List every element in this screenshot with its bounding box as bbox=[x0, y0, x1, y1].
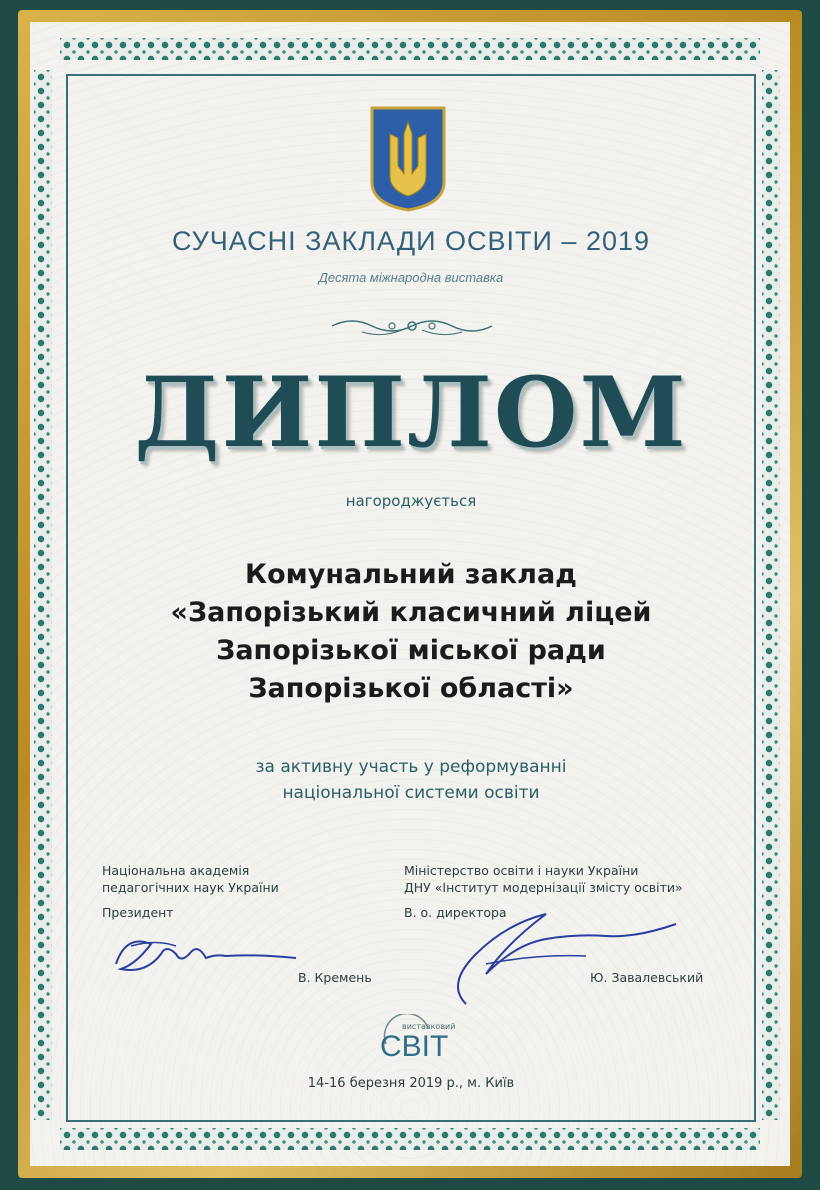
recipient-line: «Запорізький класичний ліцей bbox=[170, 597, 652, 628]
logo-big-text: СВІТ bbox=[380, 1030, 449, 1063]
signatory-right-name: Ю. Завалевський bbox=[590, 970, 704, 985]
ornament-border-right bbox=[762, 70, 780, 1120]
signatory-position: В. о. директора bbox=[404, 905, 507, 920]
reason-line: за активну участь у реформуванні bbox=[255, 757, 567, 777]
signature-right-image bbox=[386, 884, 686, 1014]
ornament-border-bottom bbox=[60, 1128, 760, 1150]
recipient-line: Запорізької області» bbox=[248, 673, 574, 704]
signatory-org-line: педагогічних наук України bbox=[102, 880, 279, 895]
signatory-left bbox=[102, 862, 402, 921]
exhibition-subtitle: Десята міжнародна виставка bbox=[318, 270, 504, 285]
signatory-left-name: В. Кремень bbox=[298, 970, 372, 985]
date-place: 14-16 березня 2019 р., м. Київ bbox=[307, 1076, 515, 1091]
diploma-heading: ДИПЛОМ bbox=[134, 356, 688, 469]
signature-left-image bbox=[106, 924, 306, 984]
ornament-border-left bbox=[34, 70, 52, 1120]
coat-of-arms-icon bbox=[368, 104, 448, 214]
recipient-line: Запорізької міської ради bbox=[216, 635, 606, 666]
signatory-org-line: Національна академія bbox=[102, 863, 250, 878]
diploma-content bbox=[66, 74, 756, 1118]
ornament-border-top bbox=[60, 38, 760, 60]
award-reason bbox=[66, 754, 756, 806]
logo-small-text: виставковий bbox=[402, 1022, 456, 1031]
signatory-position: Президент bbox=[102, 905, 174, 920]
recipient-name bbox=[66, 556, 756, 708]
signatory-org-line: Міністерство освіти і науки України bbox=[404, 863, 639, 878]
awarded-text: нагороджується bbox=[345, 492, 477, 510]
reason-line: національної системи освіти bbox=[282, 783, 540, 803]
exhibition-title: СУЧАСНІ ЗАКЛАДИ ОСВІТИ – 2019 bbox=[171, 226, 651, 256]
recipient-line: Комунальний заклад bbox=[245, 559, 577, 590]
flourish-ornament-icon bbox=[322, 314, 502, 338]
signatory-org-line: ДНУ «Інститут модернізації змісту освіти» bbox=[404, 880, 683, 895]
